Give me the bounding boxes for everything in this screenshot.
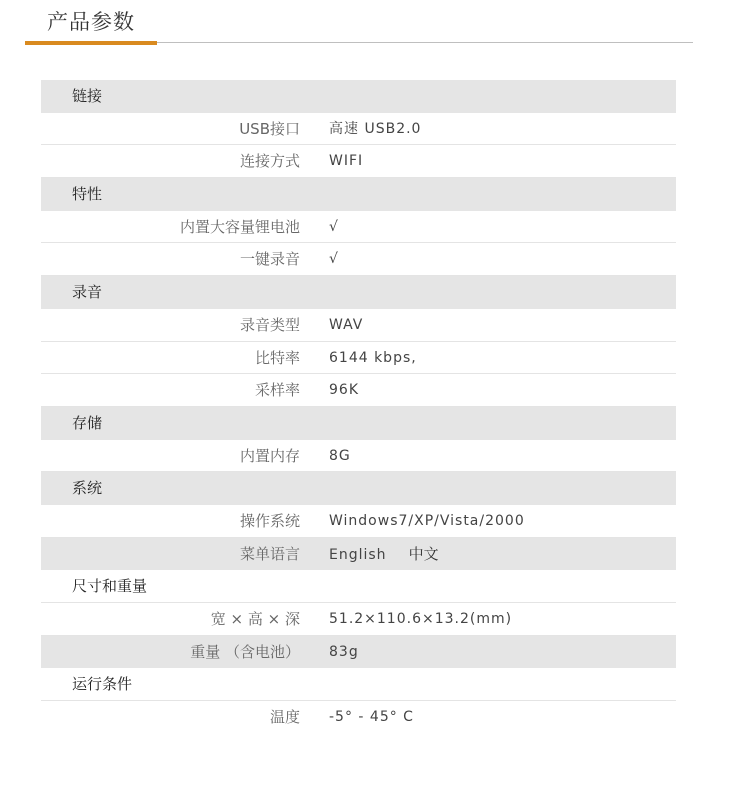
section-header-recording — [41, 276, 676, 309]
section-title: 运行条件 — [72, 675, 133, 694]
spec-key: 采样率 — [254, 381, 300, 400]
section-header-features — [41, 178, 676, 211]
section-header-size-weight — [41, 570, 676, 603]
language-chinese: 中文 — [408, 544, 439, 563]
spec-key: 温度 — [269, 708, 300, 727]
spec-value: 51.2×110.6×13.2(mm) — [329, 611, 513, 627]
spec-value: WIFI — [329, 153, 364, 170]
spec-row-os — [41, 505, 676, 538]
spec-key: 菜单语言 — [239, 544, 300, 563]
spec-value: 6144 kbps, — [329, 349, 417, 366]
spec-value: 高速 USB2.0 — [329, 120, 422, 137]
spec-key: 内置内存 — [239, 446, 300, 465]
spec-value: -5° - 45° C — [329, 709, 414, 726]
spec-row-usb — [41, 113, 676, 146]
spec-key: 内置大容量锂电池 — [179, 217, 300, 236]
spec-row-memory — [41, 440, 676, 473]
section-header-system — [41, 472, 676, 505]
spec-value: Windows7/XP/Vista/2000 — [329, 512, 525, 529]
page-title: 产品参数 — [47, 10, 135, 34]
section-title: 系统 — [72, 479, 103, 498]
spec-key: 连接方式 — [239, 152, 300, 171]
spec-row-record-type — [41, 309, 676, 342]
spec-key: 录音类型 — [239, 315, 300, 334]
section-header-operating-conditions — [41, 668, 676, 701]
spec-key: 操作系统 — [239, 511, 300, 530]
spec-row-dimensions — [41, 603, 676, 636]
language-english: English — [329, 546, 387, 563]
spec-key: 一键录音 — [239, 250, 300, 269]
page-header — [0, 0, 750, 46]
spec-row-one-key-record — [41, 243, 676, 276]
spec-key: 比特率 — [254, 348, 300, 367]
spec-value: 96K — [329, 382, 359, 399]
spec-row-weight — [41, 636, 676, 669]
section-title: 录音 — [72, 283, 103, 302]
spec-value — [329, 538, 439, 571]
section-title: 存储 — [72, 413, 103, 432]
spec-value: 83g — [329, 643, 359, 660]
spec-key: USB接口 — [239, 119, 300, 138]
spec-key: 宽 × 高 × 深 — [210, 610, 300, 628]
spec-value: √ — [329, 218, 339, 235]
spec-row-menu-language — [41, 538, 676, 571]
spec-row-connection — [41, 145, 676, 178]
section-title: 链接 — [72, 87, 103, 105]
spec-value: WAV — [329, 316, 364, 333]
section-title: 尺寸和重量 — [72, 577, 148, 596]
spec-row-bitrate — [41, 342, 676, 375]
spec-row-battery — [41, 211, 676, 244]
spec-table — [41, 80, 676, 734]
header-accent-bar — [25, 41, 157, 45]
section-header-storage — [41, 407, 676, 440]
spec-row-temperature — [41, 701, 676, 734]
spec-value: 8G — [329, 447, 351, 464]
spec-row-sample-rate — [41, 374, 676, 407]
section-title: 特性 — [72, 185, 103, 204]
section-header-link — [41, 80, 676, 113]
spec-key: 重量 （含电池） — [190, 642, 300, 661]
spec-value: √ — [329, 251, 339, 268]
